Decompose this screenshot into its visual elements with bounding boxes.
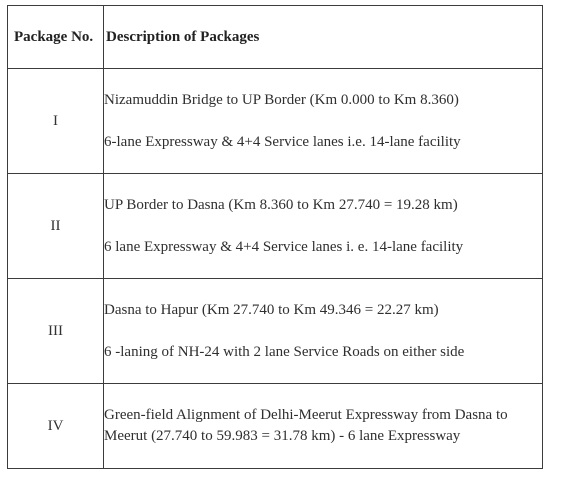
- description-line: Green-field Alignment of Delhi-Meerut Expressway from Dasna to: [104, 407, 508, 423]
- package-description: [104, 174, 543, 279]
- header-description: Description of Packages: [104, 6, 543, 69]
- packages-table: [7, 5, 543, 469]
- package-description: [104, 69, 543, 174]
- package-description: [104, 384, 543, 469]
- package-number: IV: [8, 384, 104, 469]
- package-number: II: [8, 174, 104, 279]
- table-header-row: [8, 6, 543, 69]
- description-line: 6-lane Expressway & 4+4 Service lanes i.e. 14-lane facility: [104, 133, 461, 150]
- description-line: Dasna to Hapur (Km 27.740 to Km 49.346 = 22.27 km): [104, 301, 439, 318]
- description-line: Meerut (27.740 to 59.983 = 31.78 km) - 6 lane Expressway: [104, 428, 461, 444]
- table-row: [8, 69, 543, 174]
- package-description: [104, 279, 543, 384]
- description-line: 6 lane Expressway & 4+4 Service lanes i. e. 14-lane facility: [104, 238, 464, 255]
- table-row: [8, 174, 543, 279]
- table-row: [8, 279, 543, 384]
- package-number: III: [8, 279, 104, 384]
- description-line: 6 -laning of NH-24 with 2 lane Service Roads on either side: [104, 343, 465, 360]
- description-line: UP Border to Dasna (Km 8.360 to Km 27.740 = 19.28 km): [104, 196, 458, 213]
- description-line: Nizamuddin Bridge to UP Border (Km 0.000 to Km 8.360): [104, 91, 459, 108]
- header-package-no: Package No.: [8, 6, 104, 69]
- table-row: [8, 384, 543, 469]
- package-number: I: [8, 69, 104, 174]
